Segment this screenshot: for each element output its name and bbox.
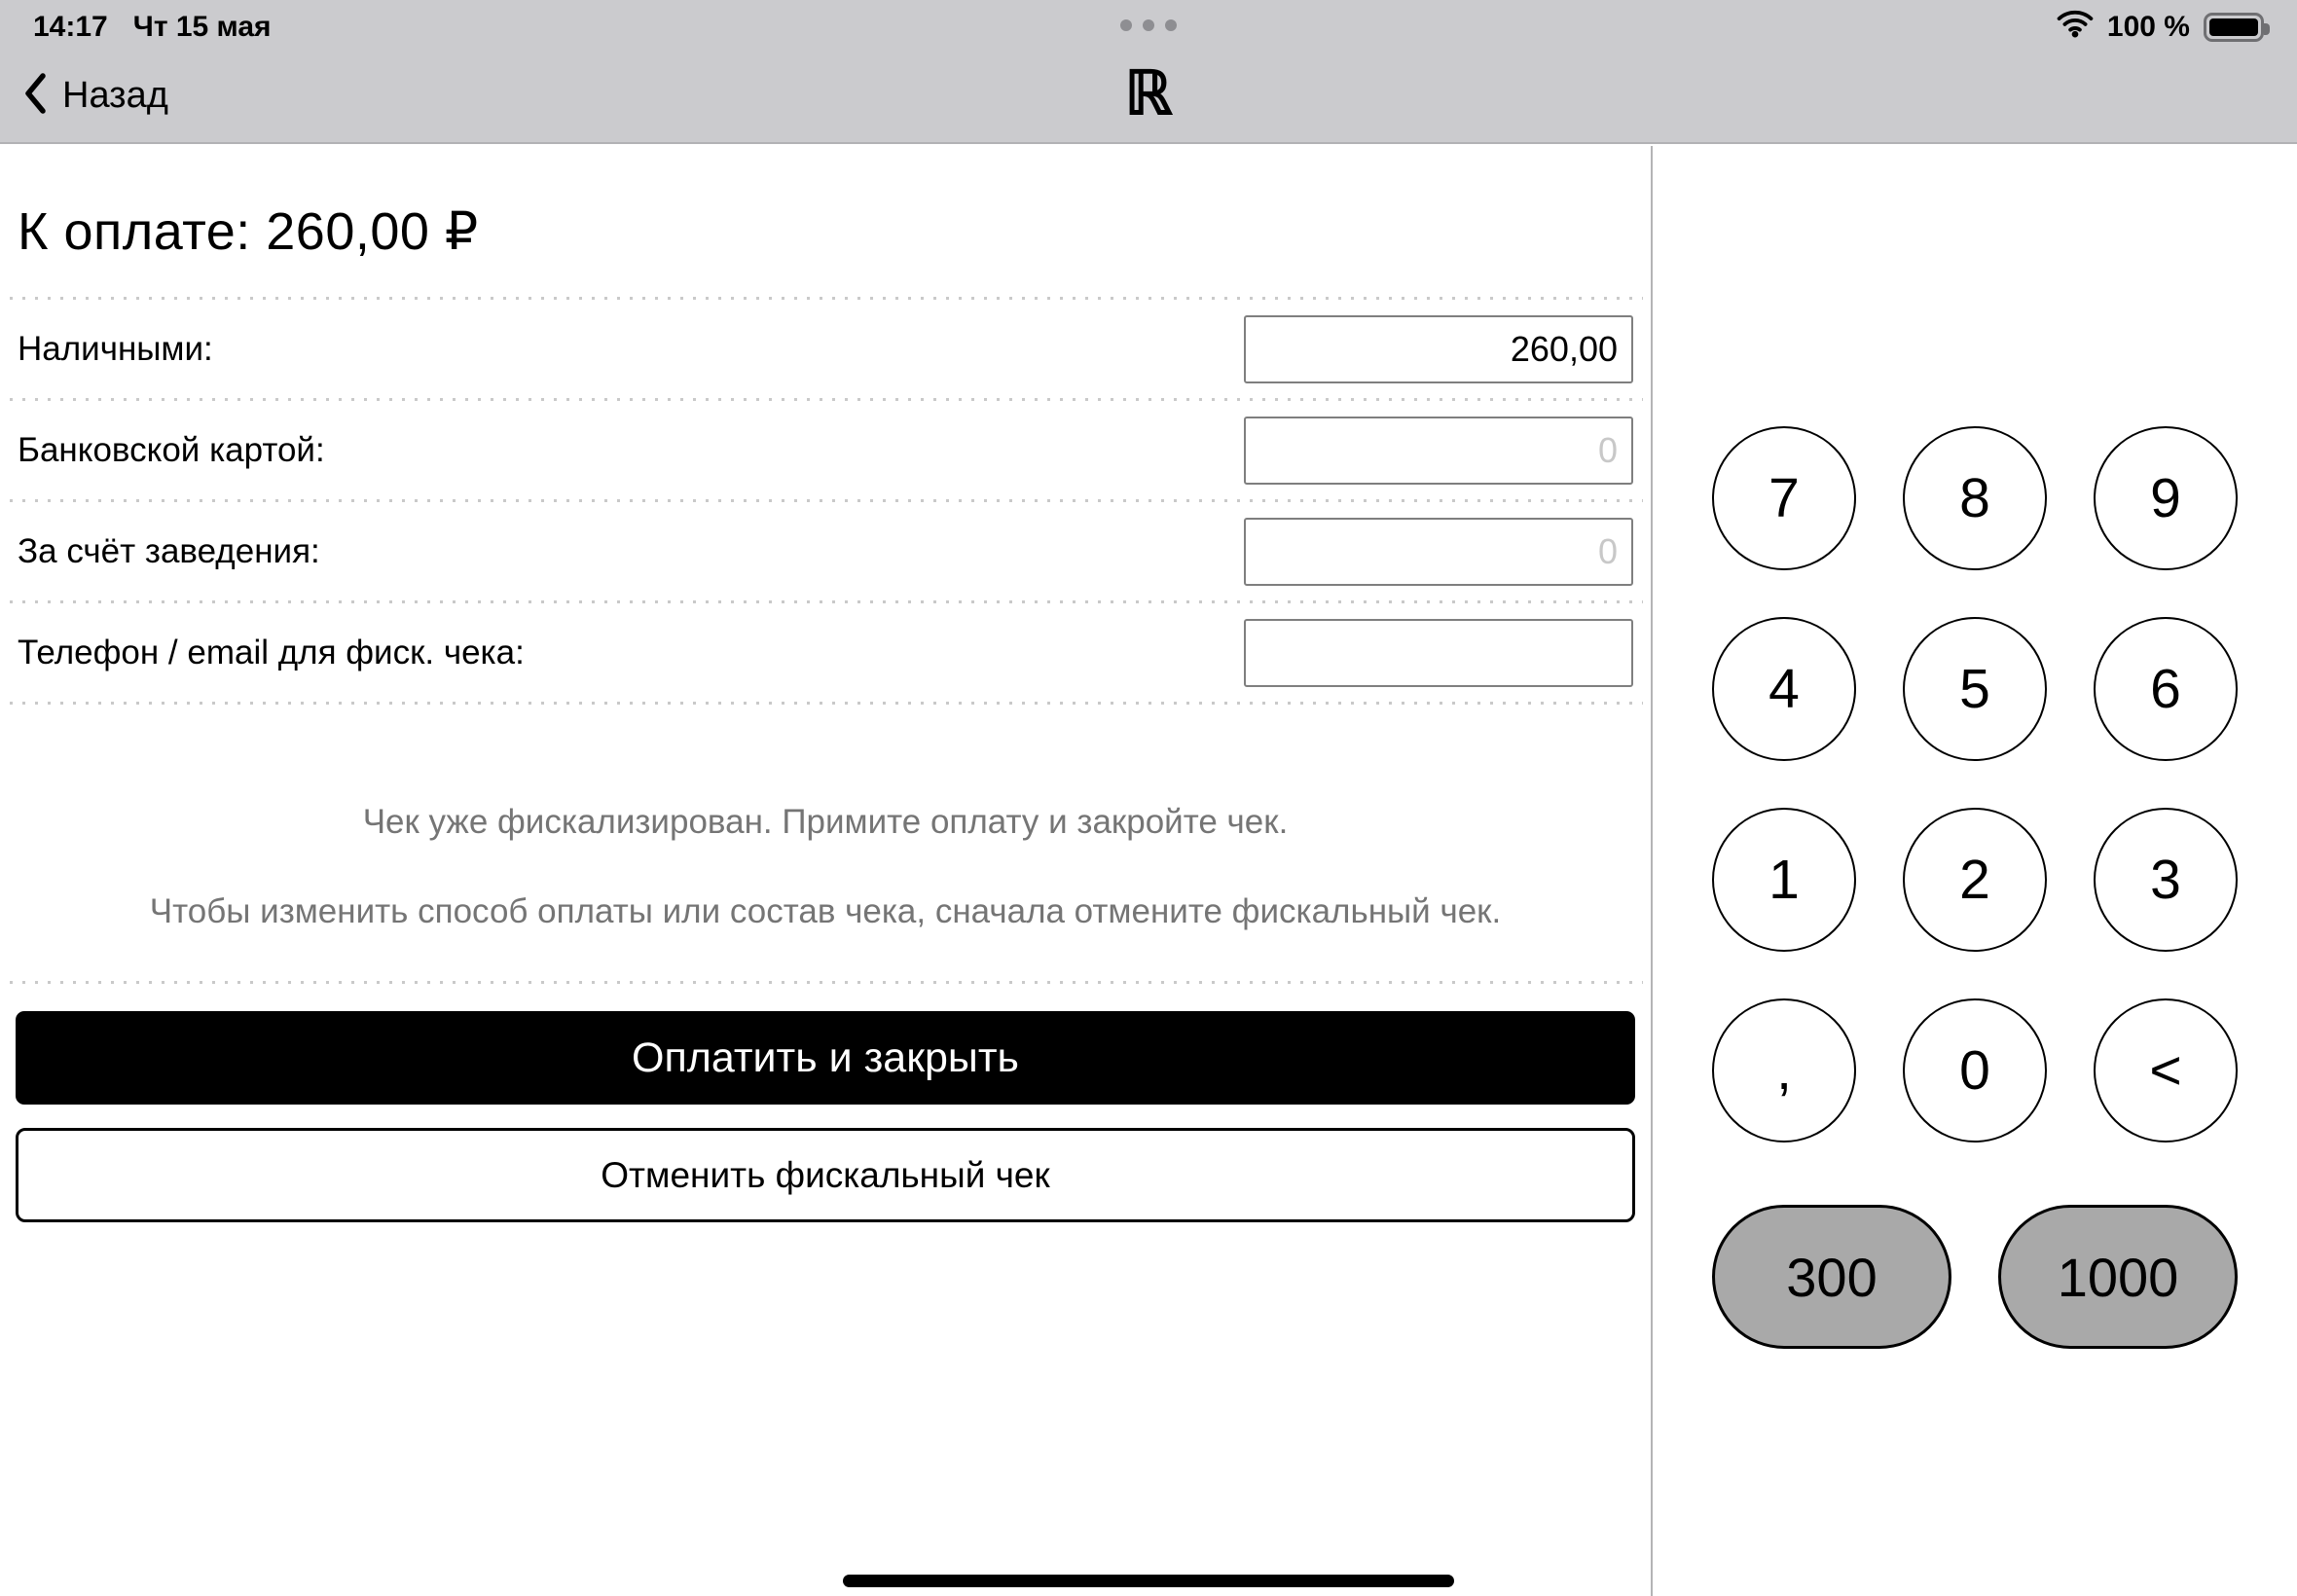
quick-amount-1000[interactable]: 1000	[1998, 1205, 2238, 1349]
back-button[interactable]	[21, 71, 168, 121]
card-input[interactable]	[1244, 417, 1633, 485]
home-indicator[interactable]	[843, 1575, 1454, 1587]
status-time: 14:17	[33, 11, 108, 43]
payment-panel	[0, 146, 1653, 1596]
keypad-key-5[interactable]: 5	[1903, 617, 2047, 761]
keypad	[1653, 426, 2297, 1143]
house-input[interactable]	[1244, 518, 1633, 586]
cash-label: Наличными:	[18, 329, 213, 368]
card-label: Банковской картой:	[18, 430, 325, 469]
battery-icon	[2204, 13, 2264, 42]
field-row-card	[0, 401, 1651, 499]
main-content	[0, 146, 2297, 1596]
chevron-left-icon	[21, 71, 49, 121]
quick-amounts	[1653, 1205, 2297, 1349]
fiscal-notice	[0, 802, 1651, 932]
dotted-divider	[10, 702, 1643, 705]
keypad-key-8[interactable]: 8	[1903, 426, 2047, 570]
battery-level	[2209, 18, 2258, 36]
keypad-key-comma[interactable]: ,	[1712, 998, 1856, 1143]
keypad-key-4[interactable]: 4	[1712, 617, 1856, 761]
keypad-key-3[interactable]: 3	[2094, 808, 2238, 952]
nav-bar	[0, 49, 2297, 144]
keypad-key-6[interactable]: 6	[2094, 617, 2238, 761]
contact-label: Телефон / email для фиск. чека:	[18, 633, 525, 671]
multitask-dots-icon	[1120, 19, 1177, 31]
field-row-cash	[0, 300, 1651, 398]
status-indicators	[2057, 3, 2264, 46]
dotted-divider	[10, 981, 1643, 984]
page-title: К оплате: 260,00 ₽	[18, 202, 479, 261]
dot-icon	[1165, 19, 1177, 31]
fiscal-notice-line2: Чтобы изменить способ оплаты или состав чека, сначала отмените фискальный чек.	[149, 892, 1502, 930]
keypad-key-9[interactable]: 9	[2094, 426, 2238, 570]
field-row-house	[0, 502, 1651, 600]
keypad-key-backspace[interactable]: <	[2094, 998, 2238, 1143]
field-row-contact	[0, 603, 1651, 702]
wifi-icon	[2057, 9, 2094, 46]
cash-input[interactable]	[1244, 315, 1633, 383]
status-bar	[0, 0, 2297, 49]
house-label: За счёт заведения:	[18, 531, 320, 570]
status-time-date	[33, 5, 272, 44]
back-button-label: Назад	[62, 74, 168, 116]
app-logo: ℝ	[1124, 59, 1173, 127]
quick-amount-300[interactable]: 300	[1712, 1205, 1951, 1349]
dot-icon	[1120, 19, 1132, 31]
keypad-panel	[1653, 146, 2297, 1596]
pay-and-close-button[interactable]: Оплатить и закрыть	[16, 1011, 1635, 1105]
status-date: Чт 15 мая	[132, 11, 272, 43]
battery-percent: 100 %	[2106, 11, 2190, 43]
cancel-fiscal-receipt-button[interactable]: Отменить фискальный чек	[16, 1128, 1635, 1222]
contact-input[interactable]	[1244, 619, 1633, 687]
keypad-key-7[interactable]: 7	[1712, 426, 1856, 570]
keypad-key-0[interactable]: 0	[1903, 998, 2047, 1143]
keypad-key-1[interactable]: 1	[1712, 808, 1856, 952]
fiscal-notice-line1: Чек уже фискализирован. Примите оплату и закройте чек.	[362, 803, 1289, 841]
battery-nub	[2264, 23, 2270, 35]
dot-icon	[1143, 19, 1154, 31]
keypad-key-2[interactable]: 2	[1903, 808, 2047, 952]
